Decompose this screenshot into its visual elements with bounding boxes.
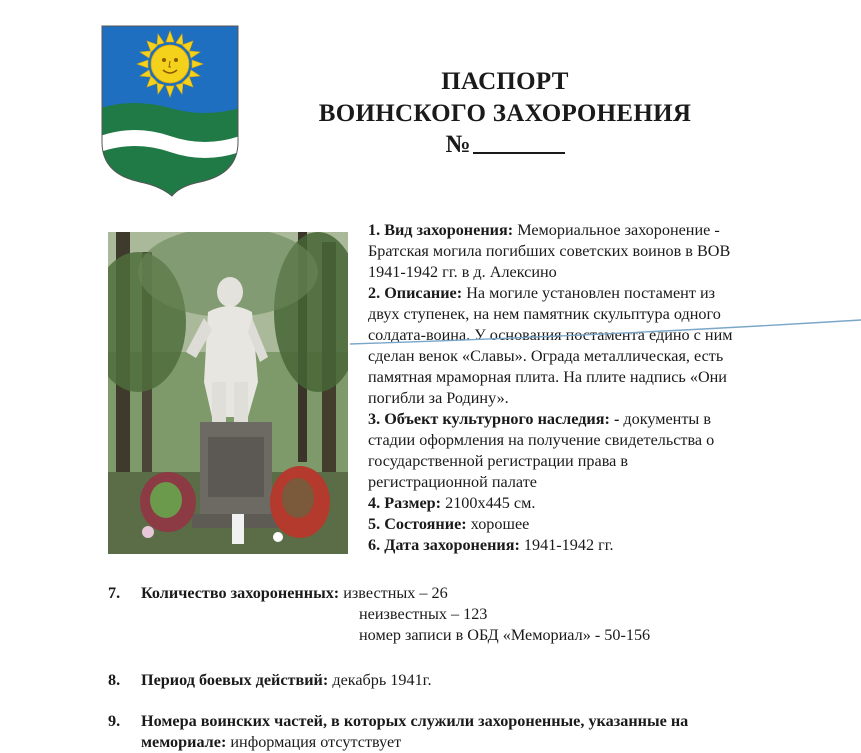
item-label: Номера воинских частей, в которых служили захороненные, указанные на — [141, 712, 689, 730]
item-row — [141, 670, 432, 691]
unknown-count: неизвестных – 123 — [359, 605, 488, 623]
field-label: 2. Описание: — [368, 284, 463, 302]
field-label: 5. Состояние: — [368, 515, 467, 533]
item-row — [141, 583, 448, 604]
item-row — [141, 732, 401, 753]
field-label: 3. Объект культурного наследия: - — [368, 410, 620, 428]
field-value: регистрационной палате — [368, 473, 537, 491]
document-title — [300, 66, 710, 160]
field-value: двух ступенек, на нем памятник скульптура одного — [368, 305, 721, 323]
field-label: 4. Размер: — [368, 494, 442, 512]
title-line-1: ПАСПОРТ — [441, 68, 569, 95]
field-value: государственной регистрации права в — [368, 452, 629, 470]
pen-stroke — [350, 300, 861, 350]
burial-info — [368, 220, 788, 556]
sun-icon — [137, 31, 203, 97]
field-value: погибли за Родину». — [368, 389, 509, 407]
field-value: сделан венок «Славы». Ограда металлическая, есть — [368, 347, 724, 365]
item-number: 8. — [108, 671, 121, 689]
memorial-photo — [108, 232, 348, 554]
number-blank-field — [473, 130, 565, 154]
coat-of-arms-icon — [100, 24, 240, 199]
known-count: известных – 26 — [343, 584, 448, 602]
field-value: 1941-1942 гг. — [523, 536, 614, 554]
item-label: Количество захороненных: — [141, 584, 340, 602]
item-value: декабрь 1941г. — [332, 671, 432, 689]
title-line-2: ВОИНСКОГО ЗАХОРОНЕНИЯ — [318, 100, 692, 127]
field-burial-date — [368, 535, 788, 556]
item-label: Период боевых действий: — [141, 671, 329, 689]
field-value: памятная мраморная плита. На плите надпись «Они — [368, 368, 727, 386]
item-number: 7. — [108, 584, 121, 602]
field-label: 6. Дата захоронения: — [368, 536, 520, 554]
item-number: 9. — [108, 712, 121, 730]
field-value: хорошее — [470, 515, 530, 533]
field-condition — [368, 514, 788, 535]
field-size — [368, 493, 788, 514]
field-value: Мемориальное захоронение - — [517, 221, 720, 239]
memorial-record-number: номер записи в ОБД «Мемориал» - 50-156 — [359, 626, 651, 644]
item-label-cont: мемориале: — [141, 733, 227, 751]
field-value: Братская могила погибших советских воинов в ВОВ — [368, 242, 731, 260]
field-label: 1. Вид захоронения: — [368, 221, 514, 239]
field-value: солдата-воина. У основания постамента едино с ним — [368, 326, 733, 344]
field-value: документы в — [623, 410, 711, 428]
field-value: На могиле установлен постамент из — [466, 284, 716, 302]
field-value: стадии оформления на получение свидетельства о — [368, 431, 715, 449]
field-value: 1941-1942 гг. в д. Алексино — [368, 263, 557, 281]
item-value: информация отсутствует — [230, 733, 402, 751]
field-value: 2100х445 см. — [445, 494, 536, 512]
field-cultural-heritage — [368, 409, 788, 493]
number-sign: № — [445, 131, 471, 158]
passport-number — [300, 130, 710, 160]
field-burial-type — [368, 220, 788, 283]
